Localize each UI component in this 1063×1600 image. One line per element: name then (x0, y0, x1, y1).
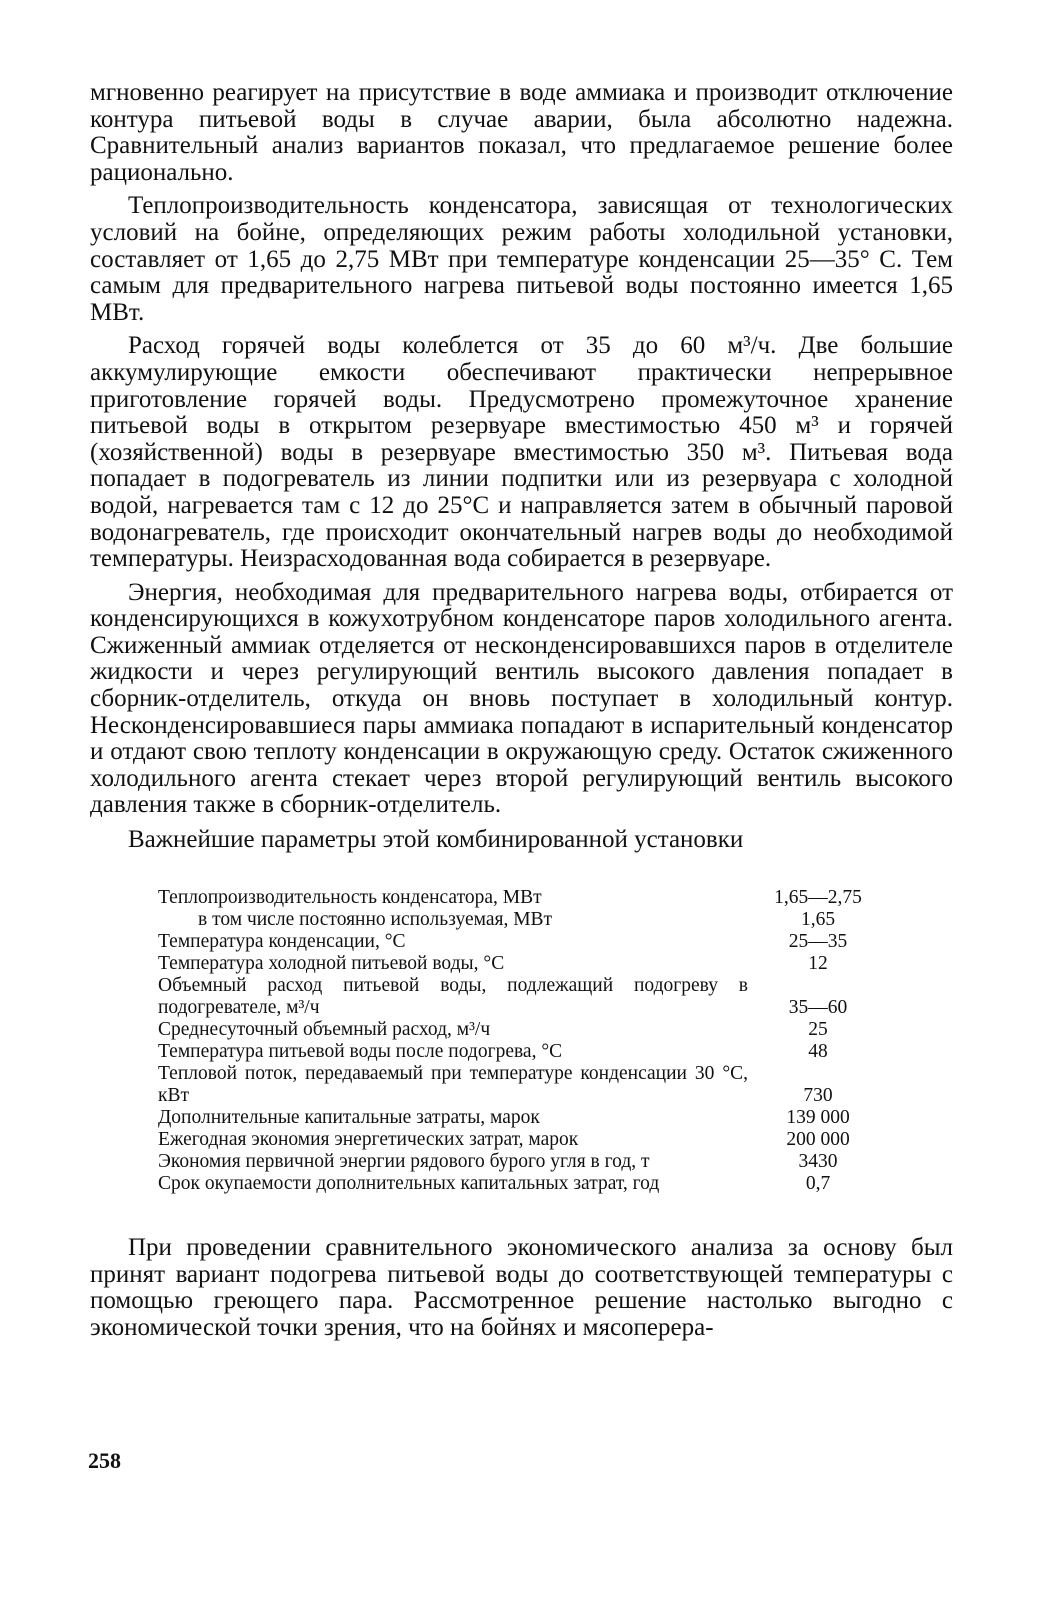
parameter-value: 25 (808, 1019, 828, 1041)
parameter-value: 730 (803, 1085, 833, 1107)
parameter-label: Температура холодной питьевой воды, °С (158, 953, 505, 975)
parameter-label: Среднесуточный объемный расход, м³/ч (158, 1019, 491, 1041)
parameter-value: 1,65—2,75 (774, 887, 862, 909)
parameter-value: 1,65 (800, 909, 836, 931)
parameter-value: 139 000 (786, 1107, 850, 1129)
parameter-label: Теплопроизводительность конденсатора, МВт (158, 887, 542, 909)
parameter-label: Дополнительные капитальные затраты, марок (158, 1107, 540, 1129)
parameter-row (158, 1063, 948, 1107)
parameter-row (158, 931, 948, 953)
parameter-value: 48 (808, 1041, 828, 1063)
parameter-row (158, 1151, 948, 1173)
page-number: 258 (88, 1448, 121, 1473)
parameter-value: 35—60 (788, 997, 848, 1019)
page-body (90, 80, 953, 1348)
parameter-label: Тепловой поток, передаваемый при температуре конденсации 30 °С, кВт (158, 1063, 748, 1107)
parameter-row (158, 909, 948, 931)
parameter-row (158, 1041, 948, 1063)
parameter-row (158, 953, 948, 975)
parameter-label: в том числе постоянно используемая, МВт (198, 909, 553, 931)
paragraph-economic-analysis: При проведении сравнительного экономического анализа за основу был принят вариант подогрева питьевой воды до соответствующей температуры с помощью греющего пара. Рассмотренное решение настолько выгодно с экономической точки зрения, что на бойнях и мясоперера- (90, 1234, 953, 1341)
parameter-value: 0,7 (805, 1173, 831, 1195)
parameter-value: 12 (808, 953, 828, 975)
parameters-table (158, 887, 948, 1195)
parameter-row (158, 887, 948, 909)
paragraph-condenser-capacity: Теплопроизводительность конденсатора, зависящая от технологических условий на бойне, определяющих режим работы холодильной установки, составляет от 1,65 до 2,75 МВт при температуре конденсации 25—35° С. Тем самым для предварительного нагрева питьевой воды постоянно имеется 1,65 МВт. (90, 192, 953, 326)
parameter-row (158, 1107, 948, 1129)
parameters-heading: Важнейшие параметры этой комбинированной установки (128, 826, 744, 854)
parameter-row (158, 1129, 948, 1151)
paragraph-energy-source: Энергия, необходимая для предварительного нагрева воды, отбирается от конденсирующихся в кожухотрубном конденсаторе паров холодильного агента. Сжиженный аммиак отделяется от несконденсировавшихся паров в отделителе жидкости и через регулирующий вентиль высокого давления попадает в сборник-отделитель, откуда он вновь поступает в холодильный контур. Несконденсировавшиеся пары аммиака попадают в испарительный конденсатор и отдают свою теплоту конденсации в окружающую среду. Остаток сжиженного холодильного агента стекает через второй регулирующий вентиль высокого давления также в сборник-отделитель. (90, 578, 953, 819)
paragraph-hot-water-flow: Расход горячей воды колеблется от 35 до 60 м³/ч. Две большие аккумулирующие емкости обеспечивают практически непрерывное приготовление горячей воды. Предусмотрено промежуточное хранение питьевой воды в открытом резервуаре вместимостью 450 м³ и горячей (хозяйственной) воды в резервуаре вместимостью 350 м³. Питьевая вода попадает в подогреватель из линии подпитки или из резервуара с холодной водой, нагревается там с 12 до 25°С и направляется затем в обычный паровой водонагреватель, где происходит окончательный нагрев воды до необходимой температуры. Неизрасходованная вода собирается в резервуаре. (90, 332, 953, 573)
parameter-value: 200 000 (786, 1129, 850, 1151)
parameter-row (158, 1019, 948, 1041)
parameter-row (158, 975, 948, 1019)
parameter-label: Температура конденсации, °С (158, 931, 406, 953)
parameter-label: Объемный расход питьевой воды, подлежащий подогреву в подогревателе, м³/ч (158, 975, 748, 1019)
paragraph-continuation: мгновенно реагирует на присутствие в воде аммиака и производит отключение контура питьевой воды в случае аварии, была абсолютно надежна. Сравнительный анализ вариантов показал, что предлагаемое решение более рационально. (90, 79, 953, 186)
parameter-value: 3430 (798, 1151, 838, 1173)
parameter-label: Температура питьевой воды после подогрева, °С (158, 1041, 563, 1063)
parameter-label: Срок окупаемости дополнительных капитальных затрат, год (158, 1173, 660, 1195)
parameter-label: Экономия первичной энергии рядового бурого угля в год, т (158, 1151, 650, 1173)
parameter-value: 25—35 (788, 931, 848, 953)
parameter-label: Ежегодная экономия энергетических затрат, марок (158, 1129, 579, 1151)
parameter-row (158, 1173, 948, 1195)
